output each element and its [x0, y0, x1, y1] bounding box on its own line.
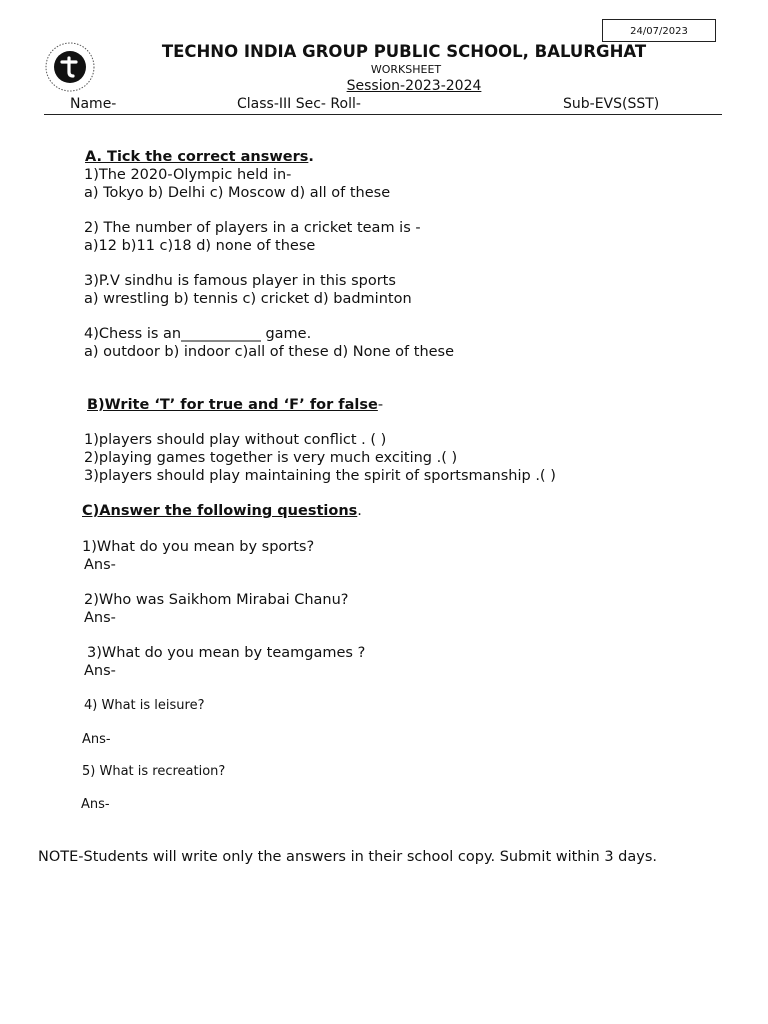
section-a-heading	[85, 149, 314, 165]
section-c-answer-4: Ans-	[82, 732, 111, 747]
section-b-statement-1: 1)players should play without conflict . ( )	[84, 432, 387, 448]
subject-label: Sub-EVS(SST)	[563, 96, 660, 112]
section-c-question-4: 4) What is leisure?	[84, 698, 205, 713]
section-c-question-2: 2)Who was Saikhom Mirabai Chanu?	[84, 592, 349, 608]
section-c-heading	[82, 503, 362, 519]
section-a-options-3: a) wrestling b) tennis c) cricket d) badminton	[84, 291, 412, 307]
section-c-answer-2: Ans-	[84, 610, 116, 626]
section-b-statement-3: 3)players should play maintaining the spirit of sportsmanship .( )	[84, 468, 556, 484]
session-label: Session-2023-2024	[346, 78, 482, 94]
section-a-heading-text: A. Tick the correct answers	[85, 149, 309, 165]
date-box: 24/07/2023	[602, 19, 716, 42]
section-c-question-1: 1)What do you mean by sports?	[82, 539, 315, 555]
school-name: TECHNO INDIA GROUP PUBLIC SCHOOL, BALURGHAT	[161, 42, 647, 61]
section-b-heading	[87, 397, 383, 413]
section-b-statement-2: 2)playing games together is very much exciting .( )	[84, 450, 458, 466]
worksheet-label: WORKSHEET	[370, 63, 442, 76]
section-c-answer-5: Ans-	[81, 797, 110, 812]
section-a-question-4: 4)Chess is an___________ game.	[84, 326, 312, 342]
section-a-question-2: 2) The number of players in a cricket team is -	[84, 220, 421, 236]
section-a-question-1: 1)The 2020-Olympic held in-	[84, 167, 292, 183]
header-divider	[44, 114, 722, 115]
section-a-options-1: a) Tokyo b) Delhi c) Moscow d) all of these	[84, 185, 391, 201]
section-a-heading-tail: .	[308, 149, 314, 165]
section-b-heading-tail: -	[377, 397, 384, 413]
section-c-answer-3: Ans-	[84, 663, 116, 679]
section-a-options-2: a)12 b)11 c)18 d) none of these	[84, 238, 316, 254]
section-b-heading-text: B)Write ‘T’ for true and ‘F’ for false	[87, 397, 378, 413]
class-label: Class-III Sec- Roll-	[237, 96, 361, 112]
section-c-answer-1: Ans-	[84, 557, 116, 573]
note-text: NOTE-Students will write only the answers in their school copy. Submit within 3 days.	[38, 849, 657, 865]
name-label: Name-	[70, 96, 117, 112]
section-c-heading-tail: .	[357, 503, 362, 519]
section-a-question-3: 3)P.V sindhu is famous player in this sports	[84, 273, 396, 289]
section-a-options-4: a) outdoor b) indoor c)all of these d) None of these	[84, 344, 455, 360]
section-c-heading-text: C)Answer the following questions	[82, 503, 358, 519]
section-c-question-3: 3)What do you mean by teamgames ?	[87, 645, 366, 661]
section-c-question-5: 5) What is recreation?	[82, 764, 226, 779]
